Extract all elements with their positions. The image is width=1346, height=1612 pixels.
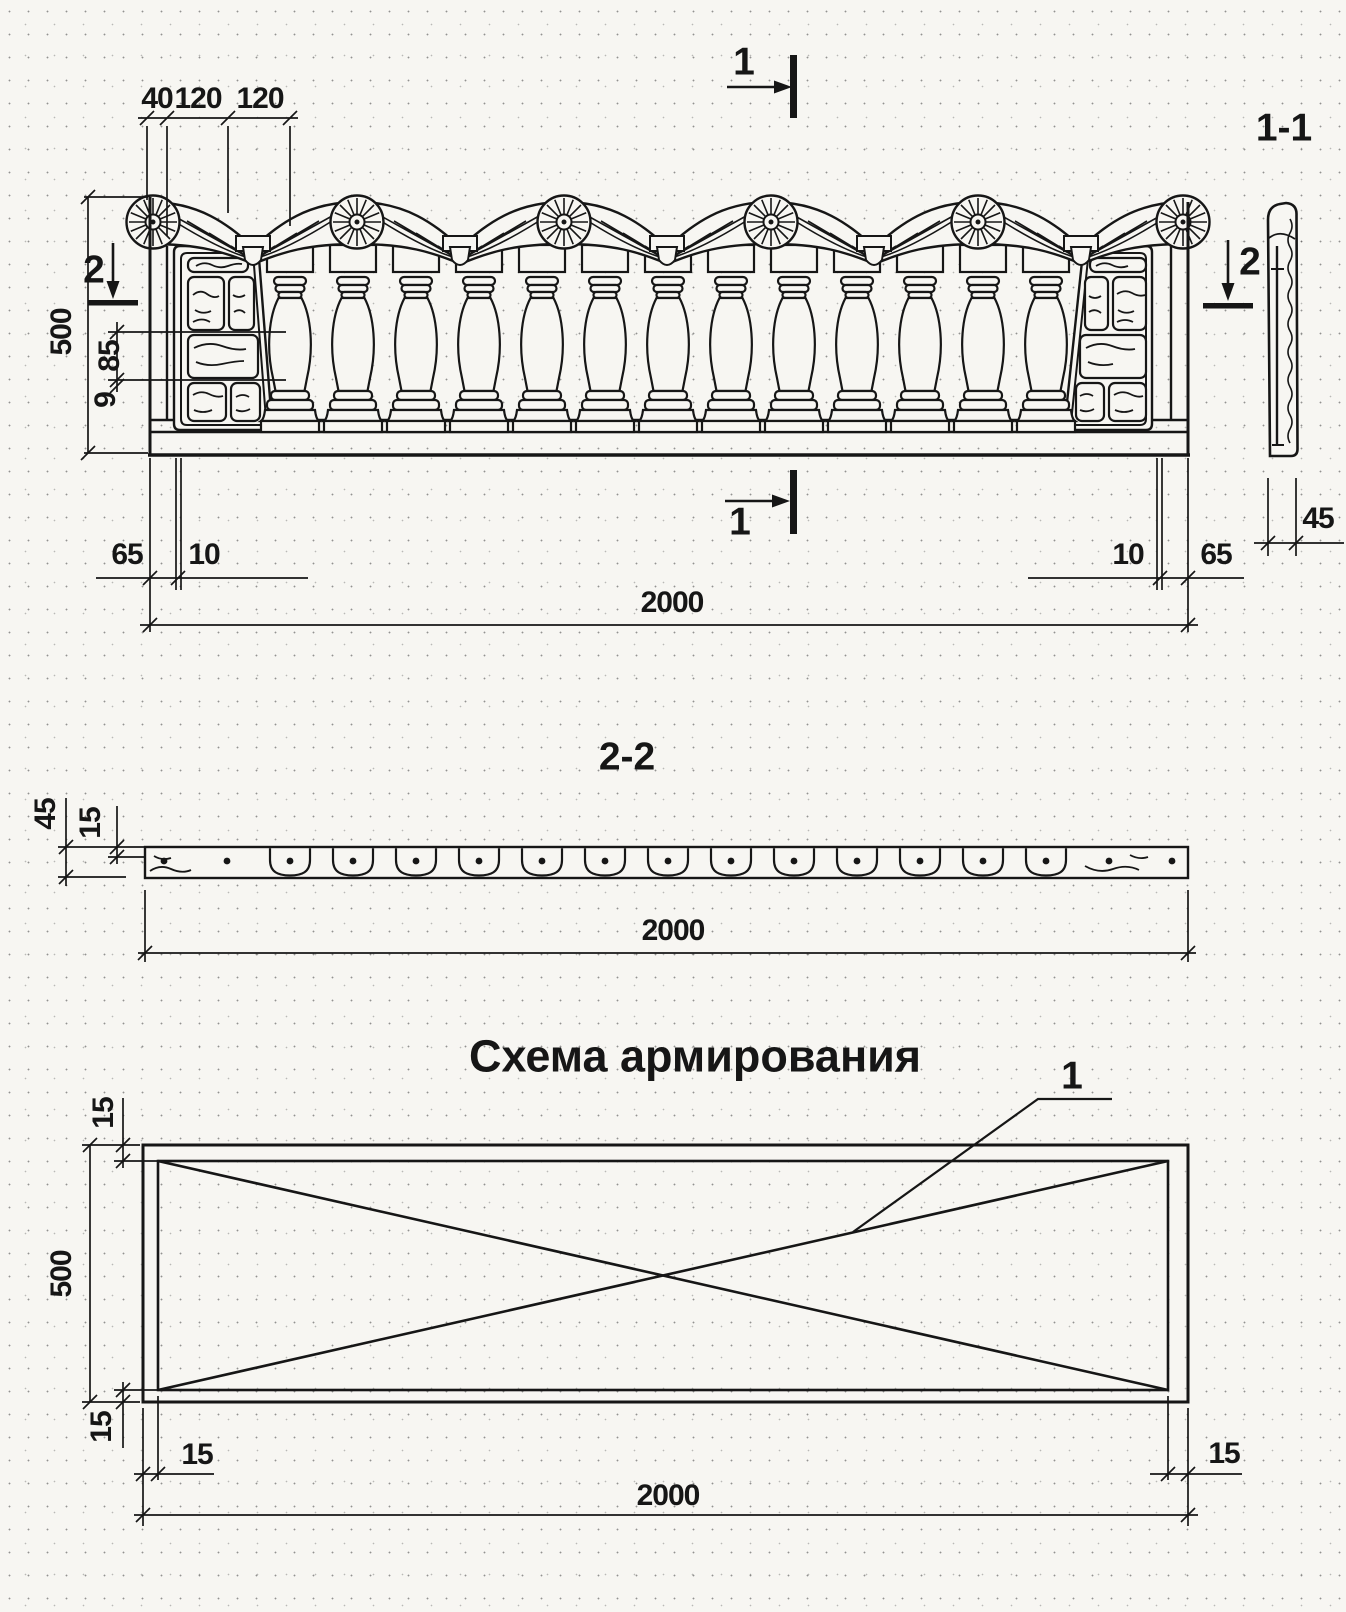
dim-scheme-15-right: 15 — [1208, 1437, 1240, 1470]
dim-top-120-a: 120 — [174, 82, 222, 115]
callout-leader — [853, 1099, 1112, 1232]
dim-joint-85: 85 — [93, 340, 126, 372]
dim-scheme-15-top: 15 — [87, 1097, 120, 1129]
balusters — [261, 245, 1075, 432]
dim-section22-2000: 2000 — [641, 914, 705, 947]
dim-section22-45: 45 — [29, 798, 62, 830]
reinforcement-title: Схема армирования — [468, 1030, 922, 1082]
dim-bottom-left-10: 10 — [188, 538, 220, 571]
section-view-2-2 — [58, 798, 1196, 962]
dim-bottom-left-65: 65 — [111, 538, 143, 571]
rosette-icon — [1157, 196, 1210, 249]
dim-scheme-2000: 2000 — [636, 1479, 700, 1512]
dim-section22-15: 15 — [74, 807, 107, 839]
dim-top-40: 40 — [141, 82, 173, 115]
rosette-icon — [127, 196, 180, 249]
dim-scheme-15-bottom: 15 — [85, 1411, 118, 1443]
reinforcement-scheme-view — [82, 1098, 1242, 1526]
rosette-icon — [952, 196, 1005, 249]
rebar-callout-1: 1 — [1061, 1054, 1083, 1098]
rosette-icon — [538, 196, 591, 249]
dim-scheme-500: 500 — [45, 1250, 78, 1298]
section-label-2-2: 2-2 — [598, 735, 656, 779]
dim-joint-9: 9 — [89, 392, 122, 408]
section-marker-2-right: 2 — [1239, 240, 1261, 284]
dim-bottom-right-10: 10 — [1112, 538, 1144, 571]
dim-front-2000: 2000 — [640, 586, 704, 619]
dim-top-120-b: 120 — [236, 82, 284, 115]
right-post-stone-panel — [1065, 246, 1152, 430]
left-post-stone-panel — [174, 246, 272, 430]
rosette-icon — [331, 196, 384, 249]
rosette-icon — [745, 196, 798, 249]
section-marker-1-top: 1 — [733, 40, 755, 84]
front-elevation-view — [81, 55, 1253, 632]
section-marker-1-bottom: 1 — [729, 500, 751, 544]
dim-bottom-right-65: 65 — [1200, 538, 1232, 571]
dim-scheme-15-left: 15 — [181, 1438, 213, 1471]
section-label-1-1: 1-1 — [1255, 106, 1313, 150]
dim-section11-45: 45 — [1302, 502, 1334, 535]
section-marker-2-left: 2 — [83, 248, 105, 292]
dim-height-500: 500 — [45, 308, 78, 356]
